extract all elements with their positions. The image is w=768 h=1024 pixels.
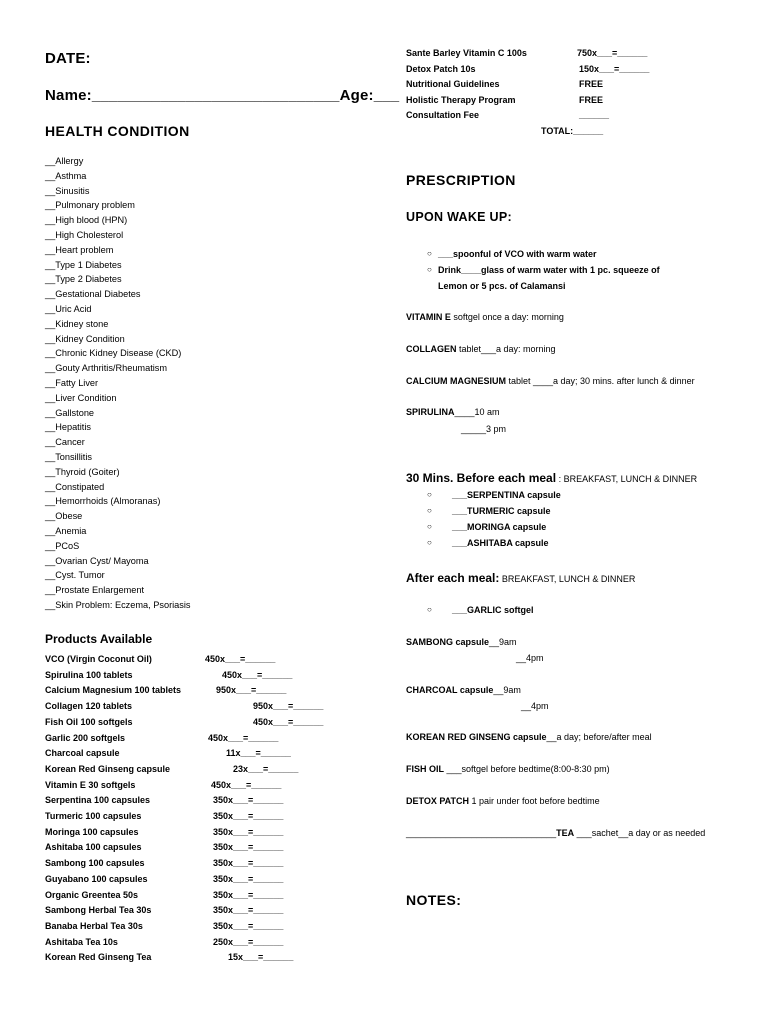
bullet-icon: ○ bbox=[427, 249, 432, 258]
product-price[interactable]: 350x___=______ bbox=[213, 920, 284, 931]
condition-item[interactable]: __High blood (HPN) bbox=[45, 215, 128, 226]
price-row-value: FREE bbox=[579, 94, 604, 105]
product-price[interactable]: 450x___=______ bbox=[211, 779, 282, 790]
product-row bbox=[45, 795, 284, 806]
bullet-icon: ○ bbox=[427, 490, 432, 499]
product-price[interactable]: 950x___=______ bbox=[253, 701, 324, 712]
calcium-line: CALCIUM MAGNESIUM tablet ____a day; 30 mins. after lunch & dinner bbox=[406, 376, 695, 386]
product-row bbox=[45, 811, 284, 821]
condition-item[interactable]: __Prostate Enlargement bbox=[45, 585, 145, 596]
condition-item[interactable]: __Anemia bbox=[45, 525, 87, 536]
product-row bbox=[45, 920, 284, 931]
condition-item[interactable]: __PCoS bbox=[45, 540, 80, 551]
notes-title: NOTES: bbox=[406, 892, 462, 908]
product-price[interactable]: 450x___=______ bbox=[205, 654, 276, 664]
condition-item[interactable]: __Gallstone bbox=[45, 407, 95, 418]
product-row bbox=[45, 858, 284, 869]
product-name: Collagen 120 tablets bbox=[45, 701, 133, 712]
charcoal-line: CHARCOAL capsule__9am bbox=[406, 685, 521, 695]
product-name: Korean Red Ginseng Tea bbox=[45, 952, 152, 963]
product-row bbox=[45, 779, 282, 790]
product-name: Ashitaba 100 capsules bbox=[45, 842, 142, 853]
bullet-icon: ○ bbox=[427, 506, 432, 515]
condition-item[interactable]: __Thyroid (Goiter) bbox=[45, 466, 120, 477]
product-row bbox=[45, 873, 284, 884]
product-row bbox=[45, 685, 287, 696]
product-price[interactable]: 23x___=______ bbox=[233, 763, 299, 774]
condition-item[interactable]: __Pulmonary problem bbox=[45, 200, 135, 211]
condition-item[interactable]: __Heart problem bbox=[45, 244, 114, 255]
detox-line: DETOX PATCH 1 pair under foot before bedtime bbox=[406, 796, 600, 806]
before-meal-item: ○ ___TURMERIC capsule bbox=[427, 506, 551, 516]
product-name: Guyabano 100 capsules bbox=[45, 873, 148, 884]
bullet-icon: ○ bbox=[427, 265, 432, 274]
product-price[interactable]: 450x___=______ bbox=[253, 716, 324, 727]
sambong-line: SAMBONG capsule__9am bbox=[406, 637, 517, 647]
product-row bbox=[45, 732, 279, 743]
before-meal-item: ○ ___SERPENTINA capsule bbox=[427, 490, 561, 500]
product-row bbox=[45, 952, 294, 963]
condition-item[interactable]: __Constipated bbox=[45, 481, 105, 492]
condition-item[interactable]: __Sinusitis bbox=[45, 185, 90, 196]
condition-item[interactable]: __Type 2 Diabetes bbox=[45, 274, 122, 285]
product-row bbox=[45, 905, 284, 916]
product-price[interactable]: 450x___=______ bbox=[208, 732, 279, 743]
vitamin-e-line: VITAMIN E softgel once a day: morning bbox=[406, 312, 564, 322]
bullet-icon: ○ bbox=[427, 522, 432, 531]
condition-item[interactable]: __Hemorrhoids (Almoranas) bbox=[45, 496, 161, 507]
product-name: Korean Red Ginseng capsule bbox=[45, 763, 171, 774]
bullet-icon: ○ bbox=[427, 538, 432, 547]
product-price[interactable]: 350x___=______ bbox=[213, 811, 284, 821]
product-row bbox=[45, 716, 324, 727]
product-row bbox=[45, 748, 291, 759]
product-name: Fish Oil 100 softgels bbox=[45, 716, 133, 727]
product-name: Turmeric 100 capsules bbox=[45, 811, 142, 821]
wake-up-title: UPON WAKE UP: bbox=[406, 210, 512, 224]
product-name: Garlic 200 softgels bbox=[45, 732, 126, 743]
condition-item[interactable]: __Ovarian Cyst/ Mayoma bbox=[45, 555, 149, 566]
price-row-value: FREE bbox=[579, 79, 604, 89]
price-row-name: Sante Barley Vitamin C 100s bbox=[406, 48, 527, 58]
price-row-name: Nutritional Guidelines bbox=[406, 79, 500, 89]
health-condition-title: HEALTH CONDITION bbox=[45, 123, 190, 139]
condition-item[interactable]: __Liver Condition bbox=[45, 392, 117, 403]
price-row-value[interactable]: 150x___=______ bbox=[579, 63, 650, 74]
condition-item[interactable]: __Chronic Kidney Disease (CKD) bbox=[45, 348, 182, 359]
wake-item-continued: Lemon or 5 pcs. of Calamansi bbox=[438, 281, 566, 291]
before-meal-item: ○ ___MORINGA capsule bbox=[427, 522, 547, 532]
price-row-value[interactable]: ______ bbox=[579, 110, 610, 120]
product-row bbox=[45, 936, 284, 947]
spirulina-line-2: _____3 pm bbox=[461, 424, 507, 434]
condition-item[interactable]: __Obese bbox=[45, 511, 83, 522]
product-price[interactable]: 350x___=______ bbox=[213, 889, 284, 900]
wake-item: ○ Drink____glass of warm water with 1 pc. squeeze of bbox=[427, 265, 660, 275]
product-price[interactable]: 11x___=______ bbox=[226, 748, 291, 759]
condition-item[interactable]: __Fatty Liver bbox=[45, 377, 99, 388]
price-row bbox=[406, 79, 604, 89]
product-name: Sambong 100 capsules bbox=[45, 858, 145, 869]
product-price[interactable]: 950x___=______ bbox=[216, 685, 287, 696]
product-row bbox=[45, 654, 276, 664]
condition-item[interactable]: __Kidney Condition bbox=[45, 333, 125, 344]
price-row-name: Consultation Fee bbox=[406, 110, 480, 120]
price-row bbox=[406, 94, 604, 105]
product-name: Vitamin E 30 softgels bbox=[45, 779, 136, 790]
condition-item[interactable]: __Cancer bbox=[45, 437, 85, 448]
product-price[interactable]: 350x___=______ bbox=[213, 826, 284, 837]
prescription-title: PRESCRIPTION bbox=[406, 172, 516, 188]
wake-item: ○ ___spoonful of VCO with warm water bbox=[427, 249, 597, 259]
product-name: Organic Greentea 50s bbox=[45, 889, 139, 900]
condition-item[interactable]: __Skin Problem: Eczema, Psoriasis bbox=[45, 599, 191, 610]
product-price[interactable]: 350x___=______ bbox=[213, 873, 284, 884]
product-price[interactable]: 350x___=______ bbox=[213, 795, 284, 806]
product-name: Serpentina 100 capsules bbox=[45, 795, 151, 806]
product-name: Banaba Herbal Tea 30s bbox=[45, 920, 143, 931]
condition-item[interactable]: __Tonsillitis bbox=[45, 451, 92, 462]
total-line[interactable]: TOTAL:______ bbox=[541, 126, 604, 136]
condition-item[interactable]: __Gouty Arthritis/Rheumatism bbox=[45, 363, 168, 374]
product-price[interactable]: 450x___=______ bbox=[222, 669, 293, 680]
product-row bbox=[45, 669, 293, 680]
product-price[interactable]: 15x___=______ bbox=[228, 952, 294, 963]
before-meal-title: 30 Mins. Before each meal : BREAKFAST, LUNCH & DINNER bbox=[406, 471, 698, 485]
sambong-line-2: __4pm bbox=[516, 653, 544, 663]
ginseng-line: KOREAN RED GINSENG capsule__a day; before/after meal bbox=[406, 732, 652, 742]
fish-oil-line: FISH OIL ___softgel before bedtime(8:00-8:30 pm) bbox=[406, 764, 610, 774]
collagen-line: COLLAGEN tablet___a day: morning bbox=[406, 344, 556, 354]
product-name: VCO (Virgin Coconut Oil) bbox=[45, 654, 152, 664]
product-price[interactable]: 350x___=______ bbox=[213, 905, 284, 916]
product-name: Ashitaba Tea 10s bbox=[45, 936, 118, 947]
product-name: Sambong Herbal Tea 30s bbox=[45, 905, 152, 916]
product-price[interactable]: 250x___=______ bbox=[213, 936, 284, 947]
condition-item[interactable]: __Gestational Diabetes bbox=[45, 289, 141, 300]
product-name: Charcoal capsule bbox=[45, 748, 120, 759]
condition-item[interactable]: __Kidney stone bbox=[45, 318, 109, 329]
condition-item[interactable]: __Hepatitis bbox=[45, 422, 91, 433]
condition-item[interactable]: __Allergy bbox=[45, 156, 84, 166]
product-row bbox=[45, 889, 284, 900]
condition-item[interactable]: __Uric Acid bbox=[45, 303, 92, 314]
product-row bbox=[45, 842, 284, 853]
product-row bbox=[45, 701, 324, 712]
product-row bbox=[45, 763, 299, 774]
tea-line: ______________________________TEA ___sachet__a day or as needed bbox=[406, 828, 706, 838]
product-price[interactable]: 350x___=______ bbox=[213, 858, 284, 869]
product-row bbox=[45, 826, 284, 837]
condition-item[interactable]: __Asthma bbox=[45, 170, 87, 181]
product-name: Spirulina 100 tablets bbox=[45, 669, 133, 680]
product-name: Calcium Magnesium 100 tablets bbox=[45, 685, 182, 696]
condition-item[interactable]: __Cyst. Tumor bbox=[45, 570, 105, 581]
after-meal-title: After each meal: BREAKFAST, LUNCH & DINNER bbox=[406, 571, 636, 585]
products-title: Products Available bbox=[45, 632, 153, 646]
product-price[interactable]: 350x___=______ bbox=[213, 842, 284, 853]
before-meal-item: ○ ___ASHITABA capsule bbox=[427, 538, 549, 548]
price-row-value[interactable]: 750x___=______ bbox=[577, 48, 648, 58]
condition-item[interactable]: __High Cholesterol bbox=[45, 229, 124, 240]
bullet-icon: ○ bbox=[427, 605, 432, 614]
after-meal-item: ○ ___GARLIC softgel bbox=[427, 605, 534, 615]
price-row bbox=[406, 48, 648, 58]
spirulina-line: SPIRULINA____10 am bbox=[406, 407, 500, 417]
price-row-name: Detox Patch 10s bbox=[406, 63, 476, 74]
date-label: DATE: bbox=[45, 50, 91, 67]
condition-item[interactable]: __Type 1 Diabetes bbox=[45, 259, 122, 270]
health-condition-list bbox=[45, 154, 191, 613]
charcoal-line-2: __4pm bbox=[521, 701, 549, 711]
price-row-name: Holistic Therapy Program bbox=[406, 94, 516, 105]
price-row bbox=[406, 63, 650, 74]
price-row bbox=[406, 110, 610, 120]
name-age-line: Name:_____________________________Age:___ bbox=[45, 87, 400, 104]
product-name: Moringa 100 capsules bbox=[45, 826, 139, 837]
